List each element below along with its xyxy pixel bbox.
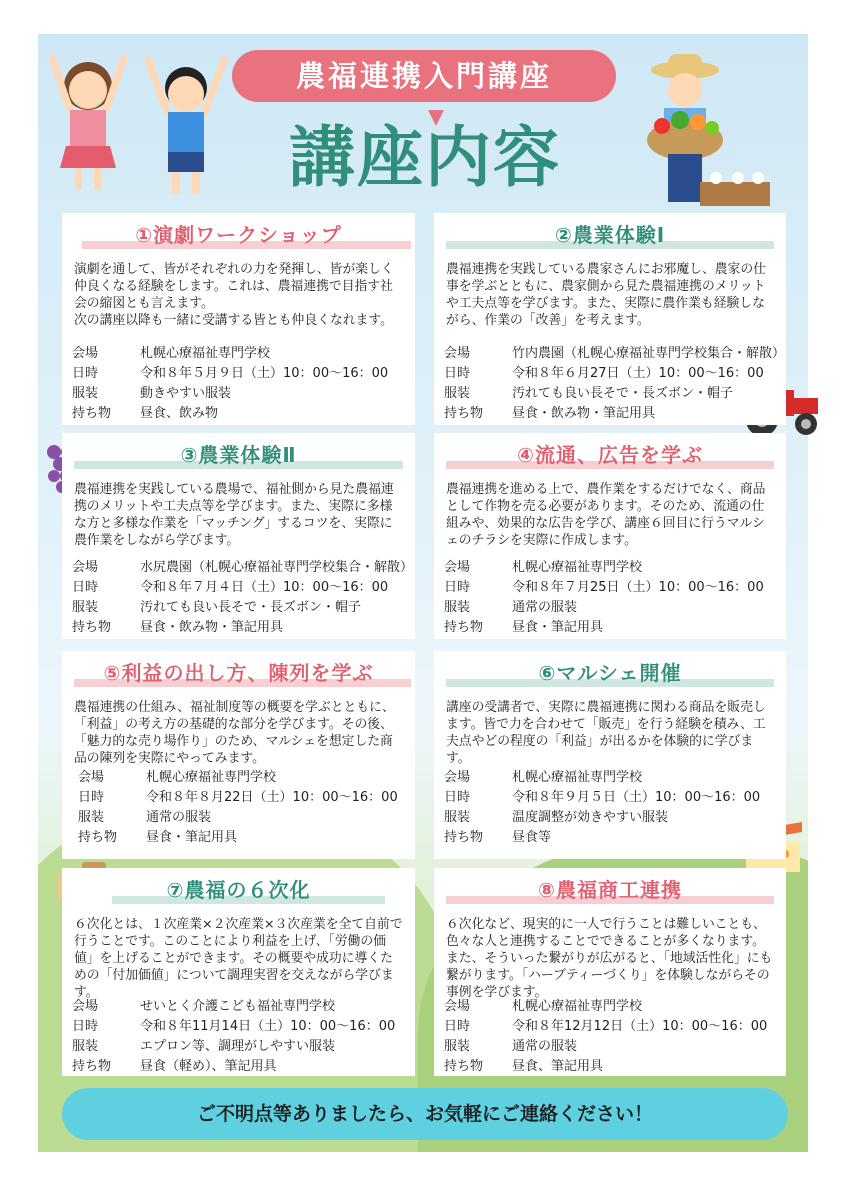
session-card-1 (62, 213, 415, 425)
main-title-text: 講座内容 (289, 119, 561, 196)
date-value: 令和８年６月27日（土）10：00〜16：00 (512, 365, 764, 381)
session-card-4 (434, 433, 786, 639)
date-label: 日時 (72, 579, 99, 595)
session-description: ６次化など、現実的に一人で行うことは難しいことも、色々な人と連携することでできることが多くなります。また、そういった繋がりが広がると、「地域活性化」にも繋がります。「ハーブティーづくり」を体験しながらその事例を学びます。 (446, 917, 773, 1000)
session-description: 講座の受講者で、実際に農福連携に関わる商品を販売します。皆で力を合わせて「販売」を行う経験を積み、工夫点やどの程度の「利益」が出るかを体験的に学びます。 (446, 700, 766, 766)
session-title: ⑤利益の出し方、陳列を学ぶ (103, 661, 374, 685)
dress-label: 服装 (444, 1038, 471, 1054)
session-card-2 (434, 213, 786, 425)
main-title (260, 118, 590, 198)
date-value: 令和８年５月９日（土）10：00〜16：00 (140, 365, 389, 381)
session-details (444, 765, 760, 845)
session-description: 農福連携の仕組み、福祉制度等の概要を学ぶとともに、「利益」の考え方の基礎的な部分を学びます。その後、「魅力的な売り場作り」のため、マルシェを想定した商品の陳列を実際にやってみます。 (74, 700, 395, 766)
items-value: 昼食、筆記用具 (512, 1058, 604, 1074)
session-details (72, 341, 388, 421)
venue-value: 竹内農園（札幌心療福祉専門学校集合・解散） (512, 345, 786, 361)
date-value: 令和８年12月12日（土）10：00〜16：00 (512, 1018, 768, 1034)
dress-value: エプロン等、調理がしやすい服装 (140, 1038, 336, 1054)
date-value: 令和８年11月14日（土）10：00〜16：00 (140, 1018, 396, 1034)
venue-value: 札幌心療福祉専門学校 (512, 769, 643, 785)
session-title: ⑧農福商工連携 (538, 878, 682, 902)
session-title: ①演劇ワークショップ (135, 223, 342, 247)
items-label: 持ち物 (72, 405, 112, 421)
session-title: ②農業体験Ⅰ (554, 223, 666, 247)
venue-label: 会場 (72, 998, 99, 1014)
session-card-6 (434, 651, 786, 859)
date-value: 令和８年９月５日（土）10：00〜16：00 (512, 789, 761, 805)
session-description: 農福連携を実践している農場で、福祉側から見た農福連携のメリットや工夫点等を学びます。また、実際に多様な方と多様な作業を「マッチング」するコツを、実際に農作業をしながら学びます。 (74, 482, 394, 548)
items-value: 昼食、飲み物 (140, 405, 219, 421)
items-label: 持ち物 (72, 1058, 112, 1074)
venue-label: 会場 (72, 559, 99, 575)
dress-value: 通常の服装 (146, 809, 212, 825)
venue-value: 水尻農園（札幌心療福祉専門学校集合・解散） (140, 559, 414, 575)
date-label: 日時 (72, 365, 99, 381)
date-value: 令和８年７月４日（土）10：00〜16：00 (140, 579, 389, 595)
dress-label: 服装 (72, 1038, 99, 1054)
session-card-3 (62, 433, 415, 639)
date-label: 日時 (444, 1018, 471, 1034)
venue-value: 札幌心療福祉専門学校 (512, 559, 643, 575)
date-label: 日時 (78, 789, 105, 805)
boy-cheering-icon (140, 52, 232, 200)
session-description: ６次化とは、１次産業×２次産業×３次産業を全て自前で行うことです。このことにより利益を上げ、「労働の価値」を上げることができます。その概要や成功に導くための「付加価値」について調理実習を交えながら学びます。 (74, 917, 403, 1000)
items-label: 持ち物 (78, 829, 118, 845)
venue-label: 会場 (444, 998, 471, 1014)
venue-value: 札幌心療福祉専門学校 (140, 345, 271, 361)
date-label: 日時 (444, 365, 471, 381)
dress-label: 服装 (444, 809, 471, 825)
dress-value: 温度調整が効きやすい服装 (512, 809, 669, 825)
items-value: 昼食等 (512, 829, 552, 845)
course-title: 農福連携入門講座 (232, 50, 616, 102)
session-details (72, 994, 395, 1074)
venue-value: せいとく介護こども福祉専門学校 (140, 998, 336, 1014)
girl-cheering-icon (42, 48, 134, 198)
items-value: 昼食・筆記用具 (146, 829, 238, 845)
dress-value: 汚れても良い長そで・長ズボン・帽子 (140, 599, 362, 615)
dress-label: 服装 (444, 599, 471, 615)
venue-label: 会場 (444, 769, 471, 785)
session-details (72, 555, 413, 635)
date-label: 日時 (444, 579, 471, 595)
session-title: ④流通、広告を学ぶ (517, 443, 703, 467)
dress-value: 汚れても良い長そで・長ズボン・帽子 (512, 385, 734, 401)
session-title: ⑥マルシェ開催 (538, 661, 682, 685)
session-title: ③農業体験Ⅱ (180, 443, 297, 467)
contact-banner: ご不明点等ありましたら、お気軽にご連絡ください！ (62, 1088, 788, 1140)
session-title: ⑦農福の６次化 (166, 878, 311, 902)
session-card-5 (62, 651, 415, 859)
session-details (78, 765, 398, 845)
items-value: 昼食・飲み物・筆記用具 (512, 405, 656, 421)
venue-label: 会場 (444, 559, 471, 575)
venue-label: 会場 (78, 769, 105, 785)
dress-label: 服装 (72, 599, 99, 615)
date-value: 令和８年７月25日（土）10：00〜16：00 (512, 579, 764, 595)
venue-value: 札幌心療福祉専門学校 (146, 769, 277, 785)
session-details (444, 555, 764, 635)
farmer-with-vegetables-icon (640, 50, 770, 208)
session-description: 農福連携を実践している農家さんにお邪魔し、農家の仕事を学ぶとともに、農家側から見た農福連携のメリットや工夫点等を学びます。また、実際に農作業も経験しながら、作業の「改善」を考えます。 (446, 262, 766, 328)
venue-label: 会場 (72, 345, 99, 361)
dress-label: 服装 (78, 809, 105, 825)
session-card-8 (434, 868, 786, 1076)
dress-value: 通常の服装 (512, 599, 578, 615)
session-card-7 (62, 868, 415, 1076)
items-value: 昼食・筆記用具 (512, 619, 604, 635)
date-label: 日時 (444, 789, 471, 805)
session-details (444, 341, 785, 421)
venue-label: 会場 (444, 345, 471, 361)
session-description: 演劇を通して、皆がそれぞれの力を発揮し、皆が楽しく仲良くなる経験をします。これは、農福連携で目指す社会の縮図とも言えます。 次の講座以降も一緒に受講する皆とも仲良くなれます。 (74, 262, 394, 328)
items-label: 持ち物 (444, 619, 484, 635)
items-value: 昼食（軽め）、筆記用具 (140, 1058, 277, 1074)
dress-label: 服装 (72, 385, 99, 401)
items-label: 持ち物 (444, 1058, 484, 1074)
venue-value: 札幌心療福祉専門学校 (512, 998, 643, 1014)
session-details (444, 994, 767, 1074)
title-accent-mark (428, 110, 444, 126)
items-value: 昼食・飲み物・筆記用具 (140, 619, 284, 635)
session-description: 農福連携を進める上で、農作業をするだけでなく、商品として作物を売る必要があります。そのため、流通の仕組みや、効果的な広告を学び、講座６回目に行うマルシェのチラシを実際に作成します。 (446, 482, 766, 548)
dress-label: 服装 (444, 385, 471, 401)
items-label: 持ち物 (444, 829, 484, 845)
items-label: 持ち物 (72, 619, 112, 635)
dress-value: 動きやすい服装 (140, 385, 232, 401)
date-label: 日時 (72, 1018, 99, 1034)
dress-value: 通常の服装 (512, 1038, 578, 1054)
items-label: 持ち物 (444, 405, 484, 421)
date-value: 令和８年８月22日（土）10：00〜16：00 (146, 789, 398, 805)
